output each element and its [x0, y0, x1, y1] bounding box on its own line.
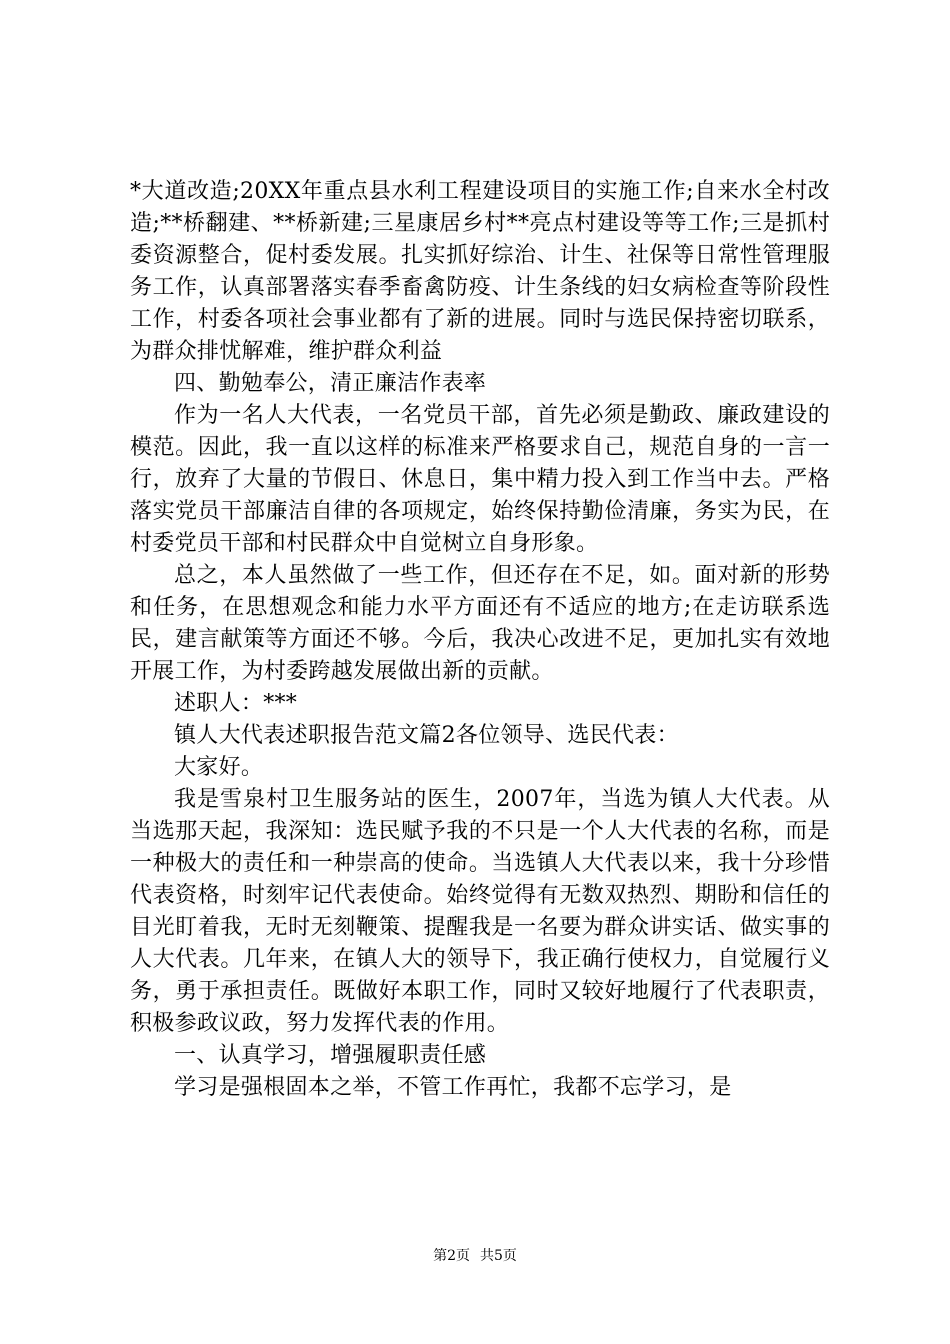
paragraph: 作为一名人大代表，一名党员干部，首先必须是勤政、廉政建设的模范。因此，我一直以这样的标准来严格要求自己，规范自身的一言一行，放弃了大量的节假日、休息日，集中精力投入到工作当中去。严格落实党员干部廉洁自律的各项规定，始终保持勤俭清廉，务实为民，在村委党员干部和村民群众中自觉树立自身形象。 — [130, 403, 830, 556]
page-total: 共5页 — [480, 1248, 517, 1264]
paragraph: 总之，本人虽然做了一些工作，但还存在不足，如。面对新的形势和任务，在思想观念和能力水平方面还有不适应的地方;在走访联系选民，建言献策等方面还不够。今后，我决心改进不足，更加扎实有效地开展工作，为村委跨越发展做出新的贡献。 — [130, 563, 830, 684]
section-heading-4: 四、勤勉奉公，清正廉洁作表率 — [174, 371, 487, 396]
signature-line: 述职人：*** — [174, 691, 298, 716]
paragraph: 我是雪泉村卫生服务站的医生，2007年，当选为镇人大代表。从当选那天起，我深知：选民赋予我的不只是一个人大代表的名称，而是一种极大的责任和一种崇高的使命。当选镇人大代表以来，我十分珍惜代表资格，时刻牢记代表使命。始终觉得有无数双热烈、期盼和信任的目光盯着我，无时无刻鞭策、提醒我是一名要为群众讲实话、做实事的人大代表。几年来，在镇人大的领导下，我正确行使权力，自觉履行义务，勇于承担责任。既做好本职工作，同时又较好地履行了代表职责，积极参政议政，努力发挥代表的作用。 — [130, 787, 830, 1036]
article-title: 镇人大代表述职报告范文篇2各位领导、选民代表： — [174, 723, 679, 748]
document-body — [130, 176, 830, 1104]
greeting: 大家好。 — [174, 755, 264, 780]
section-heading-1: 一、认真学习，增强履职责任感 — [174, 1043, 487, 1068]
paragraph-continuation: *大道改造;20XX年重点县水利工程建设项目的实施工作;自来水全村改造;**桥翻建、**桥新建;三星康居乡村**亮点村建设等等工作;三是抓村委资源整合，促村委发展。扎实抓好综治、计生、社保等日常性管理服务工作，认真部署落实春季畜禽防疫、计生条线的妇女病检查等阶段性工作，村委各项社会事业都有了新的进展。同时与选民保持密切联系，为群众排忧解难，维护群众利益 — [130, 179, 830, 364]
paragraph: 学习是强根固本之举，不管工作再忙，我都不忘学习，是 — [174, 1075, 732, 1100]
page-number: 第2页 — [433, 1248, 470, 1264]
page-footer — [0, 1246, 950, 1266]
